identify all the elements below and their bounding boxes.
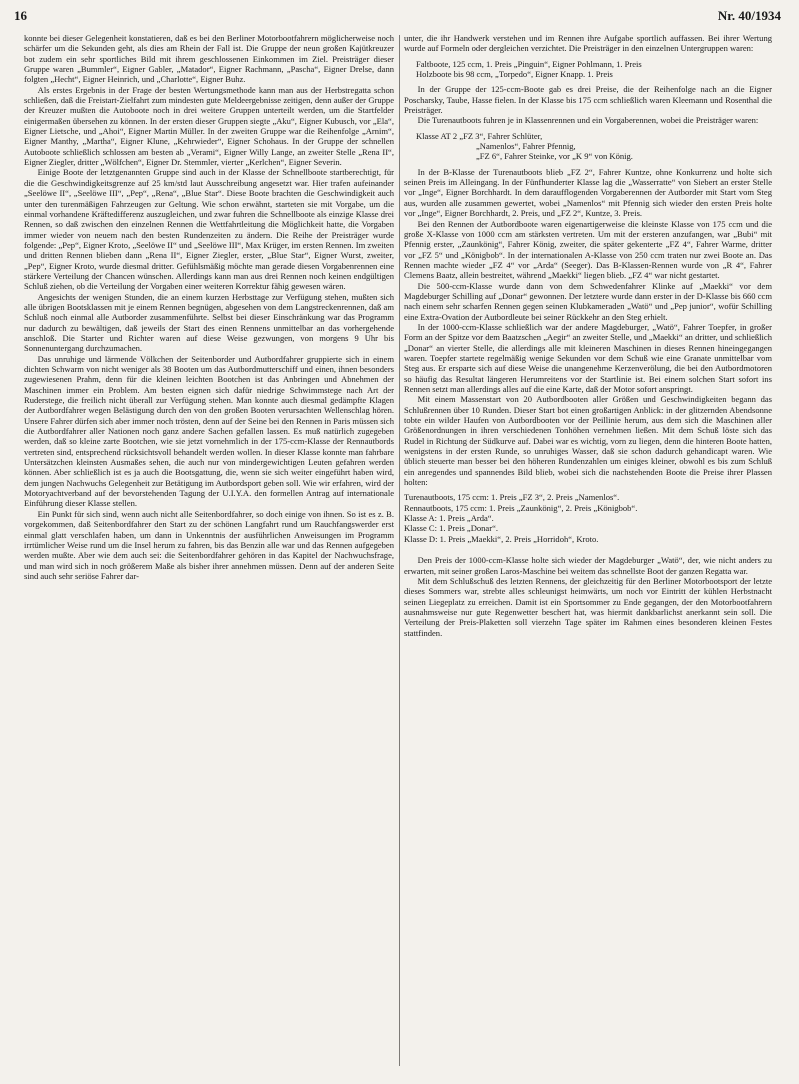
boats-list	[404, 59, 772, 80]
right-column	[404, 33, 772, 1068]
paragraph: In der B-Klasse der Turenautboots blieb „FZ 2“, Fahrer Kuntze, ohne Konkurrenz und holte sich seinen Preis im Alleingang. In der Fünfhunderter Klasse lag die „Wasserratte“ von Siebert an erster Stelle vor „Inge“, Eigner Borchhardt. In dem daraufflogenden Vorgaberennen der Autborder mit Start vom Steg aus, wurden alle zusammen gewertet, wobei „Namenlos“ mit Pfennig sich wieder den ersten Preis holte vor „Inge“, Eigner Borchhardt, 2. Preis, und „FZ 2“, Kuntze, 3. Preis.	[404, 166, 772, 219]
page-number: 16	[14, 8, 27, 23]
paragraph: Angesichts der wenigen Stunden, die an einem kurzen Herbsttage zur Verfügung stehen, mußten sich alle übrigen Bootsklassen mit je einem Rennen begnügen, abgesehen von dem Langstreckenrennen, daß am Schluß noch einmal alle Autborder zusammenführte. Selbst bei dieser Einschränkung war das Programm nur dadurch zu bewältigen, daß jeweils der Start des einen Rennens unmittelbar an das vorhergehende anschloß. Die Starter und Richter waren auf diese Weise gezwungen, von morgens 9 Uhr bis Sonnenuntergang durchzumachen.	[24, 291, 394, 354]
paragraph: Bei den Rennen der Autbordboote waren eigenartigerweise die kleinste Klasse von 175 ccm und die große X-Klasse von 1000 ccm am stärksten vertreten. Um mit der ersteren anzufangen, war „Bubi“ mit Pfennig erster, „Zaunkönig“, Fahrer König, zweiter, die später gekenterte „FZ 4“, Fahrer Warme, dritter vor „FZ 5“ und „Königbob“. In der internationalen A-Klasse von 250 ccm traten nur zwei Boote an. Das Rennen machte wieder „FZ 4“ vor „Arda“ (Seeger). Das B-Klassen-Rennen wurde von „R 4“, Fahrer Clemens Baatz, allein bestreitet, während „Maekki“ liegen blieb. „FZ 4“ war nicht gestartet.	[404, 218, 772, 281]
result-line: Klasse C: 1. Preis „Donar“.	[404, 523, 498, 534]
paragraph: Als erstes Ergebnis in der Frage der besten Wertungsmethode kann man aus der Herbstregatta schon schließen, daß die Freistart-Zielfahrt zum mindesten gute Meldeergebnisse zeitigen, denn außer der Gruppe der Kreuzer mußten die Autoboote noch in drei weitere Gruppen unterteilt werden, um die Startfelder einigermaßen übersehen zu können. In der ersten dieser Gruppen siegte „Aku“, Eigner Kubusch, vor „Ela“, Eigner Lietsche, und „Ahoi“, Eigner Martin Müller. In der zweiten Gruppe war die Reihenfolge „Arnim“, Eigner Manthy, „Martha“, Eigner Klune, „Kehrwieder“, Eigner Schohaus. In der Gruppe der schnellen Autoboote schließlich schlossen am besten ab „Verami“, Eigner Willy Lange, an zweiter Stelle „Rena II“, Eigner Ziegler, dritter „Wölfchen“, Eigner Dr. Stemmler, vierter „Kerlchen“, Eigner Severin.	[24, 84, 394, 168]
issue-number: Nr. 40/1934	[717, 8, 781, 23]
class-line: „Namenlos“, Fahrer Pfennig,	[476, 141, 576, 152]
class-at2-list	[404, 131, 772, 162]
class-line: „FZ 6“, Fahrer Steinke, vor „K 9“ von König.	[476, 151, 633, 162]
boats-line: Faltboote, 125 ccm, 1. Preis „Pinguin“, Eigner Pohlmann, 1. Preis	[416, 58, 642, 69]
result-line: Turenautboots, 175 ccm: 1. Preis „FZ 3“, 2. Preis „Namenlos“.	[404, 492, 620, 503]
class-line: Klasse AT 2 „FZ 3“, Fahrer Schlüter,	[416, 130, 543, 141]
paragraph: unter, die ihr Handwerk verstehen und im Rennen ihre Aufgabe sportlich auffassen. Bei ihrer Wertung wurde auf Formeln oder dergleichen verzichtet. Die Preisträger in den einzelnen Untergruppen waren:	[404, 33, 772, 54]
paragraph: In der Gruppe der 125-ccm-Boote gab es drei Preise, die der Reihenfolge nach an die Eigner Poscharsky, Taube, Hasse fielen. In der Klasse bis 175 ccm schließlich waren Kleemann und Rosenthal die Preisträger.	[404, 84, 772, 116]
paragraph: konnte bei dieser Gelegenheit konstatieren, daß es bei den Berliner Motorbootfahrern möglicherweise noch schärfer um die Sekunden geht, als dies am Rhein der Fall ist. Die Gruppe der neun großen Kajütkreuzer bot zudem ein sehr sportliches Bild mit ihrem geschlossenen Einkommen im Ziel. Preisträger dieser Gruppe waren „Bummler“, Eigner Gabler, „Matador“, Eigner Rachmann, „Pascha“, Eigner Drelse, dann folgten „Hecht“, Eigner Heinrich, und „Charlotte“, Eigner Buhz.	[24, 33, 394, 85]
result-line: Rennautboots, 175 ccm: 1. Preis „Zaunkönig“, 2. Preis „Königbob“.	[404, 502, 638, 513]
paragraph: Das unruhige und lärmende Völkchen der Seitenborder und Autbordfahrer gruppierte sich in einem dichten Schwarm von nicht weniger als 38 Booten um das Autbordmutterschiff und einen, ihnen besonders zugewiesenen Prahm, denn für die kleinen leichten Bootchen ist das Anbringen und Abnehmen der Maschinen immer ein Problem. Am besten eignen sich dafür niedrige Schwimmstege nach Art der Ruderstege, die freilich nicht überall zur Verfügung stehen. Man konnte auch diesmal gedämpfte Klagen der Autbordfahrer wegen Belästigung durch den von den großen Booten verursachten Wellenschlag hören. Unsere Fahrer dürfen sich aber immer noch trösten, denn auf der Seine bei den Rennen in Paris müssen sich die Autbordfahrer aller Nationen noch ganz andere Sachen gefallen lassen. Es muß natürlich zugegeben werden, daß so kleine zarte Bootchen, wie sie jetzt vornehmlich in der 175-ccm-Klasse der Rennautbords vertreten sind, entsprechend rücksichtsvoll behandelt werden wollen. In dieser Klasse konnte man fahrbare Untersätzchen kleinsten Ausmaßes sehen, die auch nur von mindergewichtigen Leuten gefahren werden können. Aber schließlich ist es ja auch die Bootsgattung, die, wenn sie sich weiter eingeführt haben wird, dem jungen Nachwuchs Gelegenheit zur Betätigung im Autbordsport geben soll. Wie wir erfahren, wird der Motoryachtverband auf der bevorstehenden Tagung der U.I.Y.A. den formellen Antrag auf internationale Einführung dieser Klasse stellen.	[24, 353, 394, 509]
results-list	[404, 492, 772, 544]
paragraph: Ein Punkt für sich sind, wenn auch nicht alle Seitenbordfahrer, so doch einige von ihnen. So ist es z. B. vorgekommen, daß Seitenbordfahrer den Start zu der schönen Langfahrt rund um Rauchfangswerder erst einmal glatt verschlafen haben, um dann in Unkenntnis der ausführlichen Anweisungen im Programm irrtümlicher Weise rund um die Insel herum zu fahren, bis das Benzin alle war und das Rennen aufgegeben werden mußte. Aber wie dem auch sei: die Seitenbordfahrer gehören in das Kapitel der Nachwuchsfrage, und man wird sich in noch größerem Maße als bisher ihrer annehmen müssen. Denn auf der anderen Seite sind auch sehr seriöse Fahrer dar-	[24, 508, 394, 581]
paragraph: Einige Boote der letztgenannten Gruppe sind auch in der Klasse der Schnellboote startberechtigt, für die die Geschwindigkeitsgrenze auf 25 km/std laut Ausschreibung angesetzt war. Hier trafen aufeinander „Seelöwe II“, „Seelöwe III“, „Pep“, „Rena“, „Blue Star“. Diese Boote brachten die Geschwindigkeit auch unter den turenmäßigen Fahrzeugen zur Geltung. Wie schon erwähnt, starteten sie mit Vorgabe, um die einmal vorhandene Kräftedifferenz auszugleichen, und zwar fuhren die Schnellboote als einzige Klasse drei Rennen, so daß zwischen den einzelnen Rennen die Wettfahrtleitung die Möglichkeit hatte, die Vorgaben immer wieder von neuem nach den besten Rundenzeiten zu ändern. Die Reihe der Preisträger wurde folgende: „Pep“, Eigner Kroto, „Seelöwe II“ und „Seelöwe III“, Max Krüger, im ersten Rennen. Im zweiten und dritten Rennen blieben dann „Rena II“, Eigner Ziegler, erster, „Blue Star“, Eigner Wurst, zweiter, „Pep“, Eigner Kroto, wurde diesmal dritter. Gefühlsmäßig möchte man gerade diesen Vorgabenrennen eine stärkere Verteilung der Chancen wünschen. Allerdings kann man aus drei Rennen noch keinen endgültigen Schluß ziehen, ob die Verteilung der Vorgaben einer weiteren Korrektur fähig gewesen wären.	[24, 167, 394, 292]
paragraph: Die Turenautboots fuhren je in Klassenrennen und ein Vorgaberennen, wobei die Preisträger waren:	[417, 115, 759, 126]
paragraph: Den Preis der 1000-ccm-Klasse holte sich wieder der Magdeburger „Watö“, der, wie nicht anders zu erwarten, mit seiner großen Laros-Maschine bei weitem das schnellste Boot der ganzen Regatta war.	[404, 555, 772, 576]
result-line: Klasse D: 1. Preis „Maekki“, 2. Preis „Horridoh“, Kroto.	[404, 533, 599, 544]
page-header	[8, 8, 791, 26]
boats-line: Holzboote bis 98 ccm, „Torpedo“, Eigner Knapp. 1. Preis	[416, 69, 613, 80]
left-column	[24, 33, 394, 1068]
paragraph: Mit einem Massenstart von 20 Autbordbooten aller Größen und Geschwindigkeiten begann das Schlußrennen über 10 Runden. Dieser Start bot einen großartigen Anblick: in der glitzernden Abendsonne tobte ein wilder Haufen von Autbordbooten vor der Peillinie herum, aus dem sich die Maschinen aller Größenordnungen in ihren verschiedenen Tonhöhen vernehmen ließen. Mit dem Schuß löste sich das Rudel in Richtung der Südkurve auf. Dabei war es wichtig, vorn zu liegen, denn die hinteren Boote hatten, wenigstens in der ersten Runde, so unruhiges Wasser, daß sie schon dadurch gehandicapt waren. Wie üblich steuerte man besser bei den höheren Rundenzahlen um einiges kleiner, obwohl es bis zum Schluß ein anregendes und spannendes Bild blieb, wobei sich die nachstehenden Boote die Preise ihrer Plassen holten:	[404, 394, 772, 488]
paragraph: Die 500-ccm-Klasse wurde dann von dem Schwedenfahrer Klinke auf „Maekki“ vor dem Magdeburger Schilling auf „Donar“ gewonnen. Der letztere wurde dann erster in der D-Klasse bis 660 ccm nach einem sehr scharfen Rennen gegen seinen Klubkameraden „Watö“ und „Pep junior“, wofür Schilling eine Extra-Ovation der Autbordleute bei seiner Rückkehr an den Steg erhielt.	[404, 280, 772, 322]
column-divider	[399, 35, 400, 1066]
result-line: Klasse A: 1. Preis „Arda“.	[404, 513, 494, 524]
paragraph: In der 1000-ccm-Klasse schließlich war der andere Magdeburger, „Watö“, Fahrer Toepfer, in großer Form an der Spitze vor dem Baatzschen „Aegir“ an zweiter Stelle, und „Maekki“ an dritter, und schließlich „Donar“ an vierter Stelle, die allerdings alle mit kleineren Maschinen in dieses Rennen hineingegangen waren. Toepfer startete regelmäßig wenige Sekunden vor dem Schuß wie eine Granate unmittelbar vom Steg aus. Er ersparte sich auf diese Weise die unangenehme Kerzenverölung, die bei den Autbordmotoren so häufig das Resultat längeren Herumreitens vor der Startlinie ist. Bei einem solchen Start sofort ins Rennen setzt man allerdings alles auf die eine Karte, daß der Motor sofort anspringt.	[404, 321, 772, 394]
paragraph: Mit dem Schlußschuß des letzten Rennens, der gleichzeitig für den Berliner Motorbootsport der letzte dieses Sommers war, strebte alles schleunigst heimwärts, um noch vor Eintritt der kühlen Herbstnacht seinen Liegeplatz zu erreichen. Damit ist ein Sportsommer zu Ende gegangen, der den Motorbootfahrern ausnahmsweise nur gute Regenwetter beschert hat, was hiermit dankbarlichst anerkannt sein soll. Die Verteilung der Preis-Plaketten soll vierzehn Tage später im Rahmen eines besonderen kleinen Festes stattfinden.	[404, 575, 772, 638]
